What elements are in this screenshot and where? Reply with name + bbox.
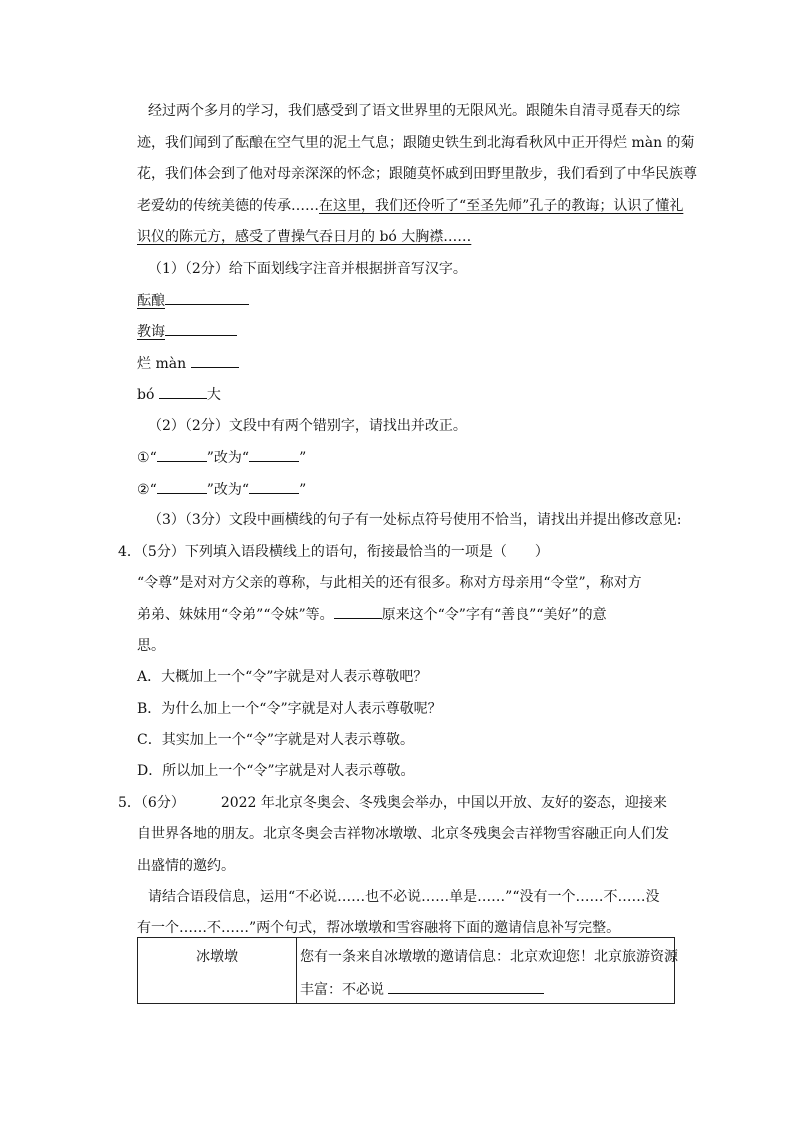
answer-blank[interactable] [159,384,207,399]
q4-passage-line-1: “令尊”是对对方父亲的尊称，与此相关的还有很多。称对方母亲用“令堂”，称对方 [137,575,642,591]
q4-passage-line-3: 思。 [137,638,165,654]
invitation-prefix: 丰富：不必说 [300,982,384,998]
answer-blank[interactable] [165,321,237,336]
option-b[interactable]: B．为什么加上一个“令”字就是对人表示尊敬呢？ [137,701,442,717]
q4-stem: 4．（5分）下列填入语段横线上的语句，衔接最恰当的一项是（ ） [118,544,549,560]
quote-open: “ [149,450,157,466]
fill-in-blank[interactable] [334,604,382,619]
item-pinyin: 烂 màn [137,356,187,372]
invitation-text-line-2 [300,979,544,1000]
change-to-label: ”改为“ [206,482,250,498]
passage-line-4 [137,196,683,216]
option-a[interactable]: A．大概加上一个“令”字就是对人表示尊敬吧？ [137,669,428,685]
q5-instruction-2: 有一个……不……”两个句式，帮冰墩墩和雪容融将下面的邀请信息补写完整。 [137,920,621,936]
underlined-sentence-start: 在这里，我们还伶听了“至圣先师”孔子的教诲；认识了懂礼 [319,198,684,214]
wrong-char-blank[interactable] [157,447,207,462]
change-to-label: ”改为“ [206,450,250,466]
table-divider [296,938,297,1003]
wrong-char-blank[interactable] [157,479,207,494]
passage-line-2: 迹，我们闻到了酝酿在空气里的泥土气息；跟随史铁生到北海看秋风中正开得烂 màn 的菊 [137,135,695,151]
item-word: 酝酿 [137,293,165,309]
underlined-sentence-end: 识仪的陈元方，感受了曹操气吞日月的 bó 大胸襟…… [137,229,472,245]
correction-row-2 [137,479,306,500]
quote-open: “ [149,482,157,498]
option-d[interactable]: D．所以加上一个“令”字就是对人表示尊敬。 [137,763,415,779]
invitation-table [137,937,678,1004]
answer-blank[interactable] [191,353,239,368]
q5-line-3: 出盛情的邀约。 [137,858,235,874]
item-word: 教诲 [137,324,165,340]
correct-char-blank[interactable] [249,479,299,494]
q5-stem [118,793,667,813]
q3-part3-prompt: （3）（3分）文段中画横线的句子有一处标点符号使用不恰当，请找出并提出修改意见: [148,512,682,528]
q3-item-4 [137,384,221,405]
q5-instruction-1: 请结合语段信息，运用“不必说……也不必说……单是……”“没有一个……不……没 [148,889,660,905]
answer-blank[interactable] [165,290,249,305]
q3-item-3 [137,353,239,374]
mascot-name-cell: 冰墩墩 [196,949,238,965]
quote-close: ” [299,482,307,498]
invitation-answer-blank[interactable] [388,979,544,994]
q4-passage-text: 原来这个“令”字有“善良”“美好”的意 [381,607,607,623]
q3-item-2 [137,321,237,342]
quote-close: ” [299,450,307,466]
q3-item-1 [137,290,249,311]
passage-line-3: 花，我们体会到了他对母亲深深的怀念；跟随莫怀戚到田野里散步，我们看到了中华民族尊 [137,166,697,182]
item-suffix: 大 [206,387,221,403]
passage-line-1: 经过两个多月的学习，我们感受到了语文世界里的无限风光。跟随朱自清寻觅春天的综 [148,103,680,119]
q5-line-2: 自世界各地的朋友。北京冬奥会吉祥物冰墩墩、北京冬残奥会吉祥物雪容融正向人们发 [137,826,669,842]
item-pinyin: bó [137,387,155,403]
q5-text: 2022 年北京冬奥会、冬残奥会举办，中国以开放、友好的姿态，迎接来 [220,795,667,811]
correction-row-1 [137,447,306,468]
invitation-text-line-1: 您有一条来自冰墩墩的邀请信息：北京欢迎您！北京旅游资源 [300,949,678,965]
q4-passage-line-2 [137,604,607,625]
q3-part2-prompt: （2）（2分）文段中有两个错别字，请找出并改正。 [148,418,467,434]
correct-char-blank[interactable] [249,447,299,462]
q4-passage-text: 弟弟、妹妹用“令弟”“令妹”等。 [137,607,334,623]
passage-line-4-plain: 老爱幼的传统美德的传承…… [137,198,319,214]
circled-number-1: ① [137,450,150,466]
q5-number: 5．（6分） [118,795,185,811]
q3-part1-prompt: （1）（2分）给下面划线字注音并根据拼音写汉字。 [148,261,467,277]
circled-number-2: ② [137,482,150,498]
option-c[interactable]: C．其实加上一个“令”字就是对人表示尊敬。 [137,732,415,748]
